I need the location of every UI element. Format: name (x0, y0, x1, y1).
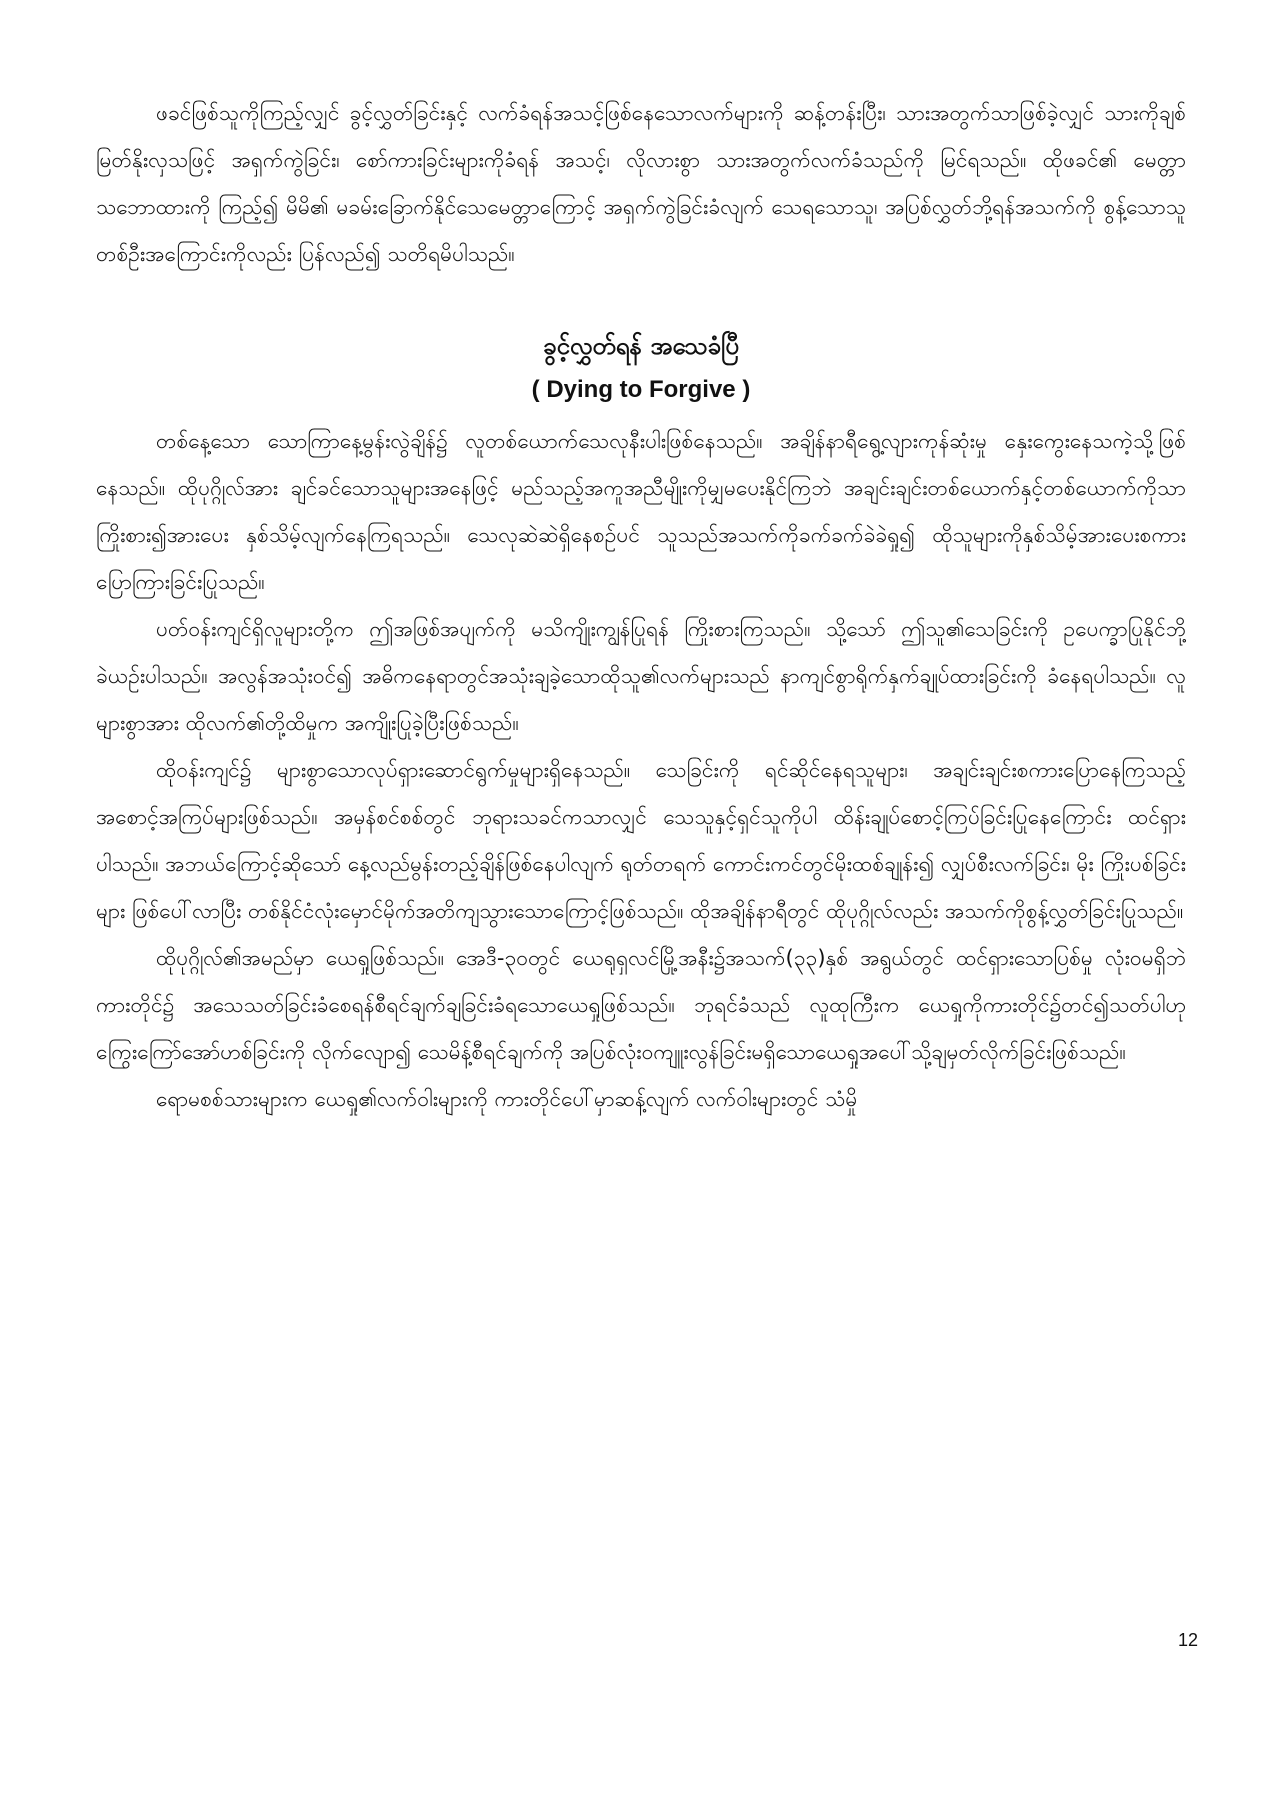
section-paragraph-2: ပတ်ဝန်းကျင်ရှိလူများတို့က ဤအဖြစ်အပျက်ကို မသိကျိုးကျွန်ပြုရန် ကြိုးစားကြသည်။ သို့သော် ဤသူ၏သေခြင်းကို ဥပေက္ခာပြုနိုင်ဘို့ ခဲယဉ်းပါသည်။ အလွန်အသုံးဝင်၍ အဓိကနေရာတွင်အသုံးချခဲ့သောထိုသူ၏လက်များသည် နာကျင်စွာရိုက်နှက်ချုပ်ထားခြင်းကို ခံနေရပါသည်။ လူများစွာအား ထိုလက်၏တို့ထိမှုက အကျိုးပြုခဲ့ပြီးဖြစ်သည်။ (96, 617, 1186, 735)
document-page (96, 90, 1186, 1123)
page-number: 12 (1177, 1630, 1198, 1650)
section-title: ခွင့်လွှတ်ရန် အသေခံပြီ (543, 332, 739, 360)
section-paragraph-3: ထိုဝန်းကျင်၌ များစွာသောလုပ်ရှားဆောင်ရွက်မှုများရှိနေသည်။ သေခြင်းကို ရင်ဆိုင်နေရသူများ၊ အချင်းချင်းစကားပြောနေကြသည့် အစောင့်အကြပ်များဖြစ်သည်။ အမှန်စင်စစ်တွင် ဘုရားသခင်ကသာလျှင် သေသူနှင့်ရှင်သူကိုပါ ထိန်းချုပ်စောင့်ကြပ်ခြင်းပြုနေကြောင်း ထင်ရှားပါသည်။ အဘယ်ကြောင့်ဆိုသော် နေ့လည်မွန်းတည့်ချိန်ဖြစ်နေပါလျက် ရုတ်တရက် ကောင်းကင်တွင်မိုးထစ်ချုန်း၍ လျှပ်စီးလက်ခြင်း၊ မိုး ကြိုးပစ်ခြင်းများ ဖြစ်ပေါ်လာပြီး တစ်နိုင်ငံလုံးမှောင်မိုက်အတိကျသွားသောကြောင့်ဖြစ်သည်။ ထိုအချိန်နာရီတွင် ထိုပုဂ္ဂိုလ်လည်း အသက်ကိုစွန့်လွှတ်ခြင်းပြုသည်။ (96, 758, 1186, 923)
section-paragraph-4: ထိုပုဂ္ဂိုလ်၏အမည်မှာ ယေရှုဖြစ်သည်။ အေဒီ-၃၀တွင် ယေရုရှလင်မြို့အနီး၌အသက်(၃၃)နှစ် အရွယ်တွင် ထင်ရှားသောပြစ်မှု လုံးဝမရှိဘဲ ကားတိုင်၌ အသေသတ်ခြင်းခံစေရန်စီရင်ချက်ချခြင်းခံရသောယေရှုဖြစ်သည်။ ဘုရင်ခံသည် လူထုကြီးက ယေရှုကိုကားတိုင်၌တင်၍သတ်ပါဟု ကြွေးကြော်အော်ဟစ်ခြင်းကို လိုက်လျော၍ သေမိန့်စီရင်ချက်ကို အပြစ်လုံးဝကျူးလွန်ခြင်းမရှိသောယေရှုအပေါ်သို့ချမှတ်လိုက်ခြင်းဖြစ်သည်။ (96, 946, 1186, 1064)
section-paragraph-5: ရောမစစ်သားများက ယေရှု၏လက်ဝါးများကို ကားတိုင်ပေါ်မှာဆန့်လျက် လက်ဝါးများတွင် သံမှို (156, 1087, 858, 1111)
intro-paragraph: ဖခင်ဖြစ်သူကိုကြည့်လျှင် ခွင့်လွှတ်ခြင်းနှင့် လက်ခံရန်အသင့်ဖြစ်နေသောလက်များကို ဆန့်တန်းပြီး၊ သားအတွက်သာဖြစ်ခဲ့လျှင် သားကိုချစ်မြတ်နိုးလှသဖြင့် အရှက်ကွဲခြင်း၊ စော်ကားခြင်းများကိုခံရန် အသင့်၊ လိုလားစွာ သားအတွက်လက်ခံသည်ကို မြင်ရသည်။ ထိုဖခင်၏ မေတ္တာသဘောထားကို ကြည့်၍ မိမိ၏ မခမ်းခြောက်နိုင်သေမေတ္တာကြောင့် အရှက်ကွဲခြင်းခံလျက် သေရသောသူ၊ အပြစ်လွှတ်ဘို့ရန်အသက်ကို စွန့်သောသူတစ်ဦးအကြောင်းကိုလည်း ပြန်လည်၍ သတိရမိပါသည်။ (96, 101, 1186, 266)
section-paragraph-1: တစ်နေ့သော သောကြာနေ့မွန်းလွဲချိန်၌ လူတစ်ယောက်သေလုနီးပါးဖြစ်နေသည်။ အချိန်နာရီရွေ့လျားကုန်ဆုံးမှု နှေးကွေးနေသကဲ့သို့ဖြစ်နေသည်။ ထိုပုဂ္ဂိုလ်အား ချင်ခင်သောသူများအနေဖြင့် မည်သည့်အကူအညီမျိုးကိုမျှမပေးနိုင်ကြဘဲ အချင်းချင်းတစ်ယောက်နှင့်တစ်ယောက်ကိုသာ ကြိုးစား၍အားပေး နှစ်သိမ့်လျက်နေကြရသည်။ သေလုဆဲဆဲရှိနေစဉ်ပင် သူသည်အသက်ကိုခက်ခက်ခဲခဲရှု၍ ထိုသူများကိုနှစ်သိမ့်အားပေးစကား ပြောကြားခြင်းပြုသည်။ (96, 429, 1186, 594)
section-subtitle: ( Dying to Forgive ) (531, 376, 751, 403)
